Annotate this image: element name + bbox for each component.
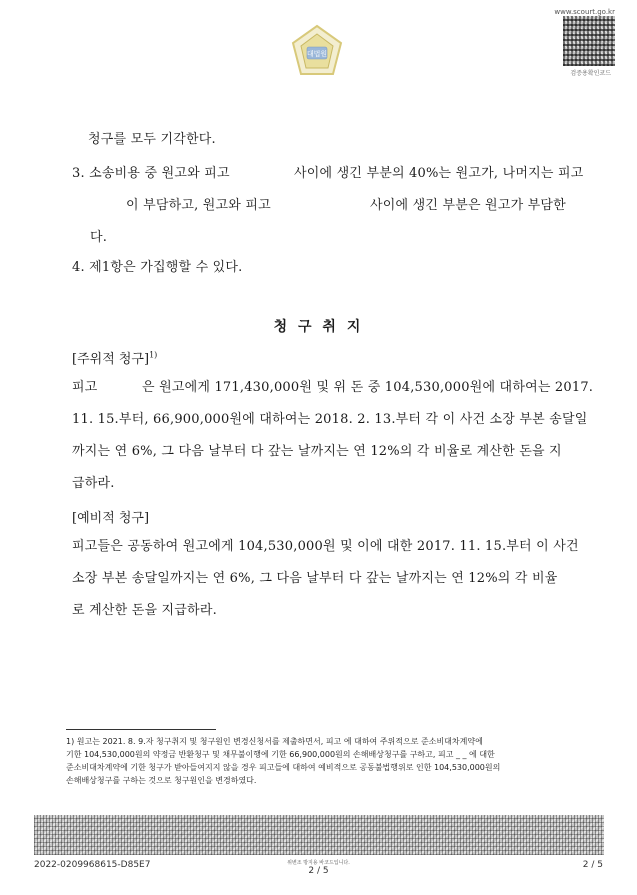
primary-claim-line-1b: 은 원고에게 171,430,000원 및 위 돈 중 104,530,000원에 대하여는 2017.: [142, 380, 594, 395]
judgment-line-1: 청구를 모두 기각한다.: [88, 132, 216, 147]
site-url: www.scourt.go.kr: [554, 8, 615, 16]
judgment-item-3-part-b: 사이에 생긴 부분의 40%는 원고가, 나머지는 피고: [294, 166, 584, 181]
primary-claim-label-wrap: [72, 348, 157, 367]
page-number-center: 2 / 5: [308, 866, 329, 876]
barcode-note: 위변조 방지용 바코드입니다.: [287, 860, 350, 866]
court-emblem: [286, 22, 348, 84]
footnote-line: 1) 원고는 2021. 8. 9.자 청구취지 및 청구원인 변경신청서를 제출하면서, 피고 에 대하여 주위적으로 준소비대차계약에: [66, 737, 483, 746]
primary-claim-line-4: 급하라.: [72, 476, 115, 491]
judgment-item-3-part-c: 이 부담하고, 원고와 피고: [126, 198, 271, 213]
qr-caption: 검증용확인코드: [570, 70, 611, 77]
secondary-claim-label: [예비적 청구]: [72, 511, 150, 526]
verification-qr-code: [563, 16, 615, 66]
secondary-claim-line-3: 로 계산한 돈을 지급하라.: [72, 603, 217, 618]
emblem-text: 대법원: [306, 50, 328, 58]
secondary-claim-line-1: 피고들은 공동하여 원고에게 104,530,000원 및 이에 대한 2017. 11. 15.부터 이 사건: [72, 539, 579, 554]
anti-forgery-barcode: [34, 815, 604, 855]
judgment-item-3-part-e: 다.: [90, 230, 108, 245]
footnote-divider: [66, 729, 216, 730]
claim-heading: 청 구 취 지: [273, 319, 364, 335]
document-id: 2022-0209968615-D85E7: [34, 860, 151, 870]
footnote-line: 기한 104,530,000원의 약정금 반환청구 및 채무불이행에 기한 66,900,000원의 손해배상청구를 구하고, 피고 _ _ 에 대한: [66, 750, 495, 759]
judgment-item-3-part-d: 사이에 생긴 부분은 원고가 부담한: [370, 198, 566, 213]
footnote: [66, 735, 576, 787]
primary-claim-line-2: 11. 15.부터, 66,900,000원에 대하여는 2018. 2. 13.부터 각 이 사건 소장 부본 송달일: [72, 412, 588, 427]
primary-claim-label: [주위적 청구]: [72, 352, 150, 367]
primary-claim-line-3: 까지는 연 6%, 그 다음 날부터 다 갚는 날까지는 연 12%의 각 비율로 계산한 돈을 지: [72, 444, 562, 459]
primary-claim-line-1a: 피고: [72, 380, 98, 395]
secondary-claim-line-2: 소장 부본 송달일까지는 연 6%, 그 다음 날부터 다 갚는 날까지는 연 12%의 각 비율: [72, 571, 558, 586]
footnote-line: 준소비대차계약에 기한 청구가 받아들여지지 않을 경우 피고들에 대하여 예비적으로 공동불법행위로 인한 104,530,000원의: [66, 763, 501, 772]
footnote-ref: 1): [149, 350, 158, 360]
footnote-line: 손해배상청구를 구하는 것으로 청구원인을 변경하였다.: [66, 776, 257, 785]
judgment-item-4: 4. 제1항은 가집행할 수 있다.: [72, 260, 243, 275]
page-number-right: 2 / 5: [582, 860, 603, 870]
judgment-item-3-part-a: 3. 소송비용 중 원고와 피고: [72, 166, 230, 181]
